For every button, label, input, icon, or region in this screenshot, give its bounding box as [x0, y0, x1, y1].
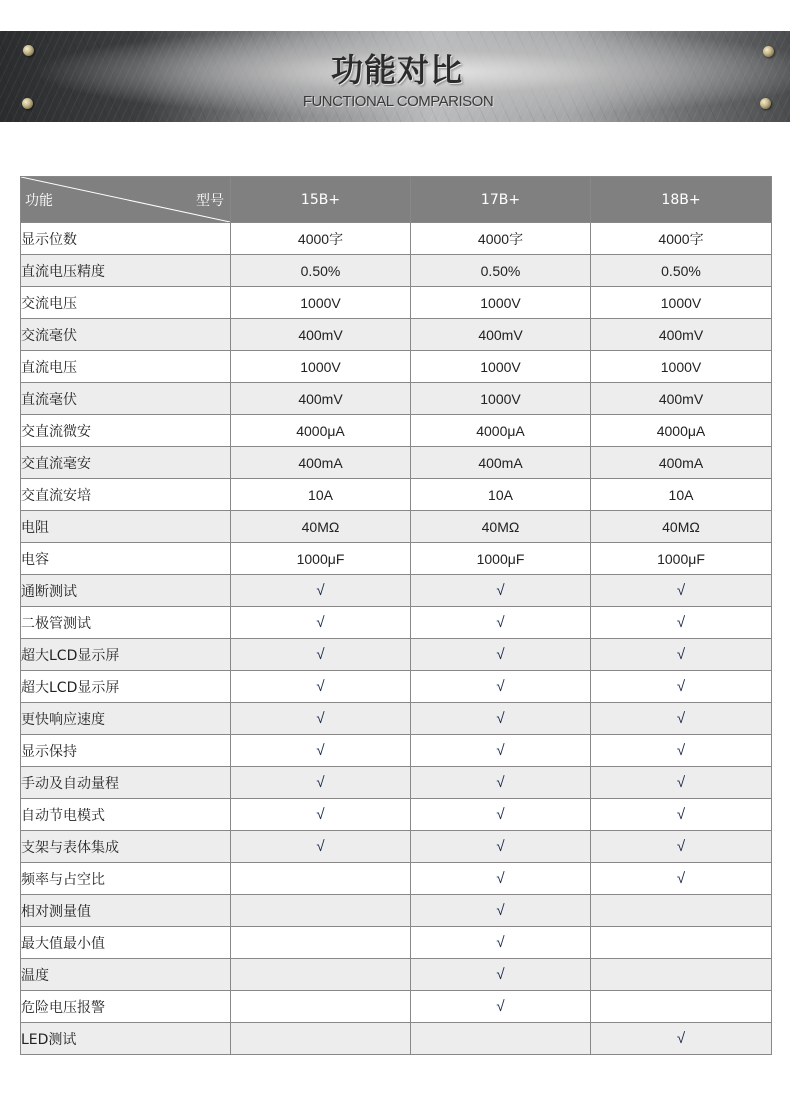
check-icon: √ [411, 799, 591, 831]
feature-cell: 二极管测试 [21, 607, 231, 639]
value-cell-17b: 4000字 [411, 223, 591, 255]
table-row [21, 927, 772, 959]
value-cell-17b: 1000V [411, 351, 591, 383]
value-cell-18b: 400mV [591, 319, 772, 351]
table-row [21, 479, 772, 511]
value-cell-17b: 0.50% [411, 255, 591, 287]
table-header-row [21, 177, 772, 223]
table-row [21, 639, 772, 671]
feature-cell: 直流电压精度 [21, 255, 231, 287]
feature-cell: 支架与表体集成 [21, 831, 231, 863]
check-icon: √ [231, 799, 411, 831]
check-icon: √ [231, 607, 411, 639]
header-banner [0, 31, 790, 122]
check-icon: √ [231, 735, 411, 767]
value-cell-15b: 0.50% [231, 255, 411, 287]
value-cell-15b: 1000μF [231, 543, 411, 575]
feature-cell: 更快响应速度 [21, 703, 231, 735]
feature-cell: 危险电压报警 [21, 991, 231, 1023]
value-cell-15b [231, 895, 411, 927]
table-row [21, 255, 772, 287]
table-row [21, 223, 772, 255]
table-row [21, 671, 772, 703]
value-cell-17b: 40MΩ [411, 511, 591, 543]
feature-cell: 交直流安培 [21, 479, 231, 511]
table-row [21, 511, 772, 543]
table-row [21, 543, 772, 575]
check-icon: √ [591, 863, 772, 895]
value-cell-15b [231, 991, 411, 1023]
value-cell-18b: 40MΩ [591, 511, 772, 543]
value-cell-18b [591, 959, 772, 991]
feature-cell: 超大LCD显示屏 [21, 639, 231, 671]
value-cell-18b: 1000V [591, 351, 772, 383]
comparison-table [20, 176, 772, 1055]
check-icon: √ [411, 639, 591, 671]
table-row [21, 863, 772, 895]
value-cell-15b [231, 927, 411, 959]
feature-cell: 交直流毫安 [21, 447, 231, 479]
feature-cell: 自动节电模式 [21, 799, 231, 831]
value-cell-17b: 400mV [411, 319, 591, 351]
feature-cell: 交流电压 [21, 287, 231, 319]
value-cell-17b: 4000μA [411, 415, 591, 447]
feature-cell: 显示保持 [21, 735, 231, 767]
check-icon: √ [411, 895, 591, 927]
check-icon: √ [411, 671, 591, 703]
table-row [21, 575, 772, 607]
check-icon: √ [231, 831, 411, 863]
check-icon: √ [411, 991, 591, 1023]
value-cell-15b: 400mV [231, 319, 411, 351]
model-row-label: 型号 [196, 193, 224, 209]
check-icon: √ [591, 831, 772, 863]
table-row [21, 799, 772, 831]
table-row [21, 415, 772, 447]
value-cell-15b: 10A [231, 479, 411, 511]
value-cell-15b: 4000字 [231, 223, 411, 255]
table-row [21, 319, 772, 351]
table-row [21, 959, 772, 991]
check-icon: √ [591, 703, 772, 735]
check-icon: √ [411, 703, 591, 735]
value-cell-15b [231, 959, 411, 991]
feature-column-label: 功能 [25, 193, 53, 209]
value-cell-17b: 400mA [411, 447, 591, 479]
table-row [21, 607, 772, 639]
value-cell-17b: 1000V [411, 287, 591, 319]
table-row [21, 895, 772, 927]
table-row [21, 767, 772, 799]
value-cell-18b [591, 895, 772, 927]
table-row [21, 383, 772, 415]
table-row [21, 703, 772, 735]
check-icon: √ [591, 735, 772, 767]
value-cell-15b: 4000μA [231, 415, 411, 447]
table-row [21, 991, 772, 1023]
value-cell-18b: 4000字 [591, 223, 772, 255]
feature-cell: 电容 [21, 543, 231, 575]
feature-cell: 温度 [21, 959, 231, 991]
feature-cell: 相对测量值 [21, 895, 231, 927]
check-icon: √ [411, 959, 591, 991]
banner-title: 功能对比 [330, 51, 463, 89]
value-cell-15b: 1000V [231, 351, 411, 383]
check-icon: √ [591, 799, 772, 831]
check-icon: √ [591, 671, 772, 703]
value-cell-15b: 400mA [231, 447, 411, 479]
banner-subtitle: FUNCTIONAL COMPARISON [302, 93, 494, 110]
model-header-17b: 17B+ [411, 177, 591, 223]
feature-cell: 最大值最小值 [21, 927, 231, 959]
table-row [21, 831, 772, 863]
value-cell-18b: 10A [591, 479, 772, 511]
value-cell-15b: 1000V [231, 287, 411, 319]
table-row [21, 447, 772, 479]
check-icon: √ [591, 1023, 772, 1055]
check-icon: √ [411, 767, 591, 799]
check-icon: √ [591, 607, 772, 639]
check-icon: √ [411, 863, 591, 895]
value-cell-18b [591, 927, 772, 959]
feature-cell: 直流毫伏 [21, 383, 231, 415]
check-icon: √ [231, 767, 411, 799]
value-cell-17b: 1000V [411, 383, 591, 415]
check-icon: √ [591, 639, 772, 671]
model-header-18b: 18B+ [591, 177, 772, 223]
feature-cell: 电阻 [21, 511, 231, 543]
feature-cell: 超大LCD显示屏 [21, 671, 231, 703]
check-icon: √ [591, 767, 772, 799]
value-cell-18b: 400mV [591, 383, 772, 415]
value-cell-18b: 4000μA [591, 415, 772, 447]
check-icon: √ [591, 575, 772, 607]
feature-cell: LED测试 [21, 1023, 231, 1055]
check-icon: √ [411, 575, 591, 607]
value-cell-18b: 400mA [591, 447, 772, 479]
check-icon: √ [411, 831, 591, 863]
feature-cell: 手动及自动量程 [21, 767, 231, 799]
check-icon: √ [231, 671, 411, 703]
value-cell-15b [231, 863, 411, 895]
check-icon: √ [231, 575, 411, 607]
check-icon: √ [411, 927, 591, 959]
model-header-15b: 15B+ [231, 177, 411, 223]
feature-cell: 交流毫伏 [21, 319, 231, 351]
value-cell-17b: 10A [411, 479, 591, 511]
feature-cell: 交直流微安 [21, 415, 231, 447]
check-icon: √ [231, 639, 411, 671]
feature-cell: 直流电压 [21, 351, 231, 383]
check-icon: √ [231, 703, 411, 735]
table-row [21, 287, 772, 319]
value-cell-18b: 0.50% [591, 255, 772, 287]
value-cell-18b [591, 991, 772, 1023]
value-cell-15b [231, 1023, 411, 1055]
value-cell-15b: 40MΩ [231, 511, 411, 543]
check-icon: √ [411, 735, 591, 767]
feature-cell: 显示位数 [21, 223, 231, 255]
value-cell-15b: 400mV [231, 383, 411, 415]
value-cell-18b: 1000V [591, 287, 772, 319]
table-row [21, 351, 772, 383]
table-row [21, 735, 772, 767]
value-cell-17b: 1000μF [411, 543, 591, 575]
corner-header-cell [21, 177, 231, 223]
value-cell-17b [411, 1023, 591, 1055]
table-row [21, 1023, 772, 1055]
value-cell-18b: 1000μF [591, 543, 772, 575]
check-icon: √ [411, 607, 591, 639]
feature-cell: 频率与占空比 [21, 863, 231, 895]
feature-cell: 通断测试 [21, 575, 231, 607]
